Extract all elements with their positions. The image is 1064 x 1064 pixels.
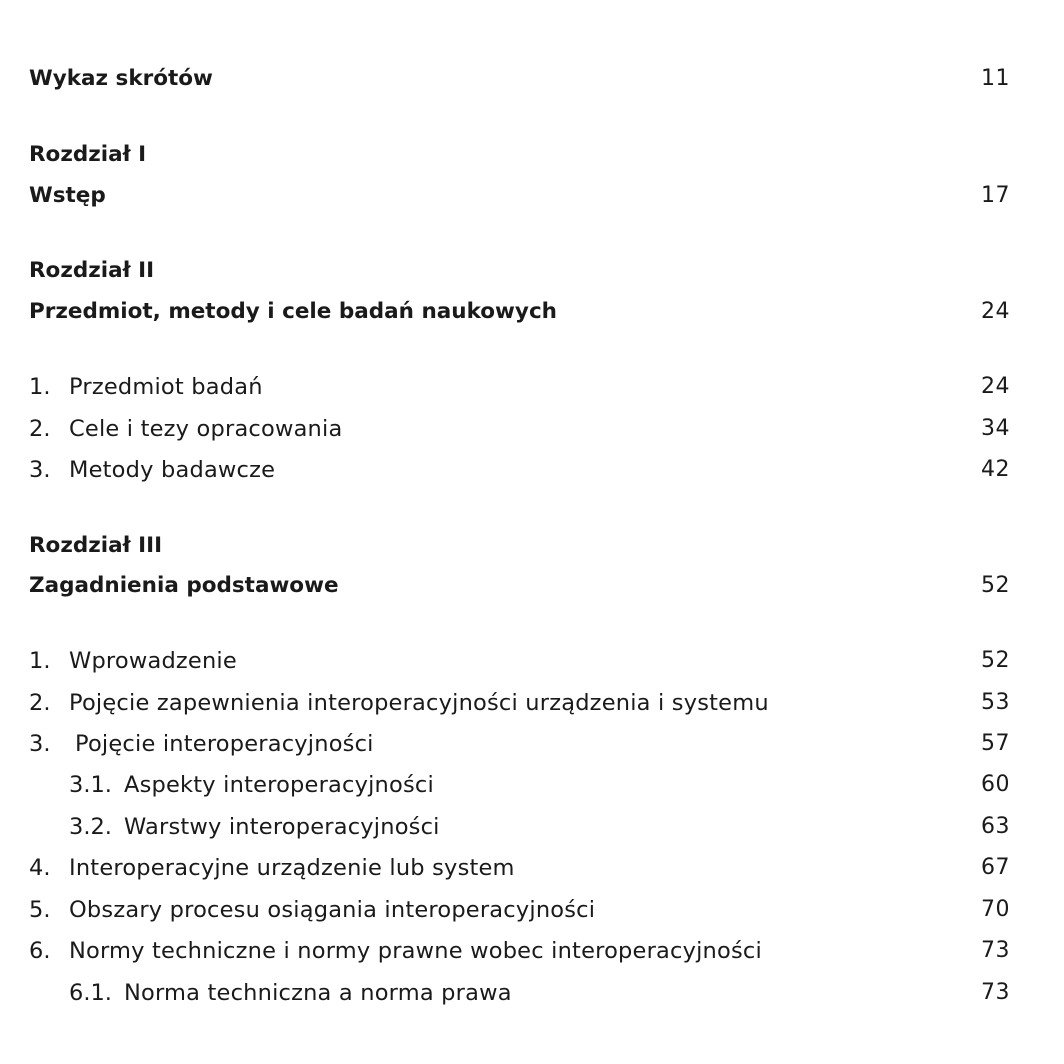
chapter-title: Wstęp [29,183,106,208]
toc-entry-chapter-2[interactable] [0,292,1064,332]
toc-page-number: 53 [981,690,1010,715]
toc-entry-chapter-3[interactable] [0,566,1064,606]
toc-entry[interactable] [0,890,1064,930]
chapter-label: Rozdział III [29,533,163,558]
toc-page-number: 11 [981,66,1010,91]
toc-entry-title: Pojęcie zapewnienia interoperacyjności urządzenia i systemu [69,690,769,716]
toc-entry-number: 6. [29,938,51,964]
toc-entry-title: Obszary procesu osiągania interoperacyjności [69,897,596,923]
toc-entry-number: 2. [29,690,51,716]
toc-page-number: 34 [981,416,1010,441]
toc-entry-title: Pojęcie interoperacyjności [75,731,374,757]
toc-page-number: 24 [981,299,1010,324]
toc-entry-title: Wprowadzenie [69,648,237,674]
toc-entry[interactable] [0,450,1064,490]
chapter-title: Zagadnienia podstawowe [29,573,339,598]
toc-page-number: 52 [981,648,1010,673]
toc-entry-number: 3.1. [69,772,112,798]
toc-page-number: 63 [981,814,1010,839]
chapter-label: Rozdział I [29,142,147,167]
toc-page-number: 70 [981,897,1010,922]
toc-entry-number: 1. [29,374,51,400]
toc-page-number: 24 [981,374,1010,399]
toc-entry-title: Cele i tezy opracowania [69,416,343,442]
toc-entry-abbreviations[interactable] [0,59,1064,99]
toc-page-number: 52 [981,573,1010,598]
toc-entry-title: Metody badawcze [69,457,276,483]
toc-entry[interactable] [0,409,1064,449]
toc-subentry[interactable] [0,765,1064,805]
toc-page-number: 60 [981,772,1010,797]
toc-entry-title: Warstwy interoperacyjności [124,814,440,840]
toc-entry-number: 3.2. [69,814,112,840]
toc-entry-title: Normy techniczne i normy prawne wobec interoperacyjności [69,938,762,964]
toc-page-number: 73 [981,938,1010,963]
toc-entry-number: 2. [29,416,51,442]
toc-page-number: 73 [981,980,1010,1005]
chapter-2-label-row [0,251,1064,291]
toc-entry[interactable] [0,848,1064,888]
chapter-1-label-row [0,135,1064,175]
toc-entry-title: Aspekty interoperacyjności [124,772,434,798]
toc-subentry[interactable] [0,807,1064,847]
toc-page-number: 42 [981,457,1010,482]
toc-entry-number: 3. [29,731,51,757]
toc-entry[interactable] [0,724,1064,764]
toc-entry-number: 6.1. [69,980,112,1006]
toc-entry[interactable] [0,367,1064,407]
toc-entry[interactable] [0,683,1064,723]
toc-entry[interactable] [0,931,1064,971]
toc-entry-title: Interoperacyjne urządzenie lub system [69,855,515,881]
toc-entry-number: 3. [29,457,51,483]
toc-entry-chapter-1[interactable] [0,176,1064,216]
toc-entry[interactable] [0,641,1064,681]
toc-entry-number: 5. [29,897,51,923]
chapter-3-label-row [0,526,1064,566]
chapter-label: Rozdział II [29,258,155,283]
toc-entry-number: 4. [29,855,51,881]
toc-page-number: 67 [981,855,1010,880]
toc-page-number: 17 [981,183,1010,208]
toc-subentry[interactable] [0,973,1064,1013]
toc-entry-title: Wykaz skrótów [29,66,213,91]
toc-entry-title: Przedmiot badań [69,374,263,400]
toc-entry-number: 1. [29,648,51,674]
chapter-title: Przedmiot, metody i cele badań naukowych [29,299,557,324]
toc-page-number: 57 [981,731,1010,756]
toc-entry-title: Norma techniczna a norma prawa [124,980,512,1006]
